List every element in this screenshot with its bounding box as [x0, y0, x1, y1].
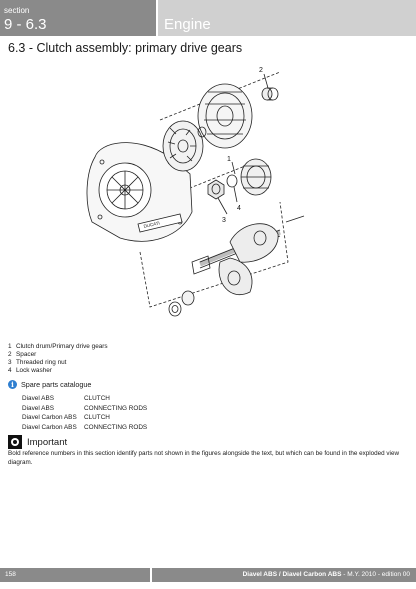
footer-models: Diavel ABS / Diavel Carbon ABS: [242, 571, 342, 578]
important-label: Important: [27, 436, 68, 448]
legend-item: 2 Spacer: [8, 351, 37, 358]
chapter-title: Engine: [164, 16, 211, 33]
footer-page-block: [0, 568, 150, 582]
page-title: 6.3 - Clutch assembly: primary drive gears: [8, 41, 243, 55]
drive-gear: [241, 159, 271, 195]
footer-model-block: [152, 568, 416, 582]
important-text: Bold reference numbers in this section identify parts not shown in the figures alongside the text, but which can be found in the exploded view diagram.: [8, 450, 399, 466]
legend-item: 1 Clutch drum/Primary drive gears: [8, 343, 108, 350]
page-header: [0, 0, 416, 36]
page-footer: [0, 568, 416, 582]
callout-2: 2: [259, 67, 263, 74]
section-label: section: [4, 6, 30, 15]
spares-row: Diavel ABS CONNECTING RODS: [22, 404, 148, 412]
spares-heading: [8, 380, 91, 389]
section-block: [0, 0, 156, 36]
info-icon: i: [8, 380, 17, 389]
legend-item: 3 Threaded ring nut: [8, 359, 67, 366]
important-heading: [8, 435, 67, 449]
parts-legend: [8, 343, 108, 375]
exploded-view-diagram: [80, 62, 316, 330]
section-number: 9 - 6.3: [4, 16, 47, 33]
spares-row: Diavel Carbon ABS CONNECTING RODS: [22, 423, 148, 431]
spares-table: [22, 394, 147, 432]
crank-washer: [169, 302, 181, 316]
footer-text: [243, 571, 410, 578]
spares-heading-label: Spare parts catalogue: [21, 380, 92, 389]
callout-3: 3: [222, 217, 226, 224]
chapter-block: [158, 0, 416, 36]
callout-4: 4: [237, 205, 241, 212]
legend-item: 4 Lock washer: [8, 367, 52, 374]
spares-row: Diavel Carbon ABS CLUTCH: [22, 414, 110, 421]
crank-spacer: [182, 291, 194, 305]
spacer: [262, 88, 278, 100]
primary-gear-housing: [198, 84, 252, 148]
cover-logo: DUCATI: [143, 220, 161, 229]
spares-row: Diavel ABS CLUTCH: [22, 395, 110, 402]
lock-washer: [227, 175, 237, 187]
callout-1: 1: [227, 156, 231, 163]
footer-edition: - M.Y. 2010 - edition 00: [341, 571, 410, 578]
page-number: 158: [5, 571, 16, 578]
threaded-ring-nut: [208, 180, 224, 199]
clutch-drum: [163, 121, 203, 171]
important-icon: [8, 435, 22, 449]
